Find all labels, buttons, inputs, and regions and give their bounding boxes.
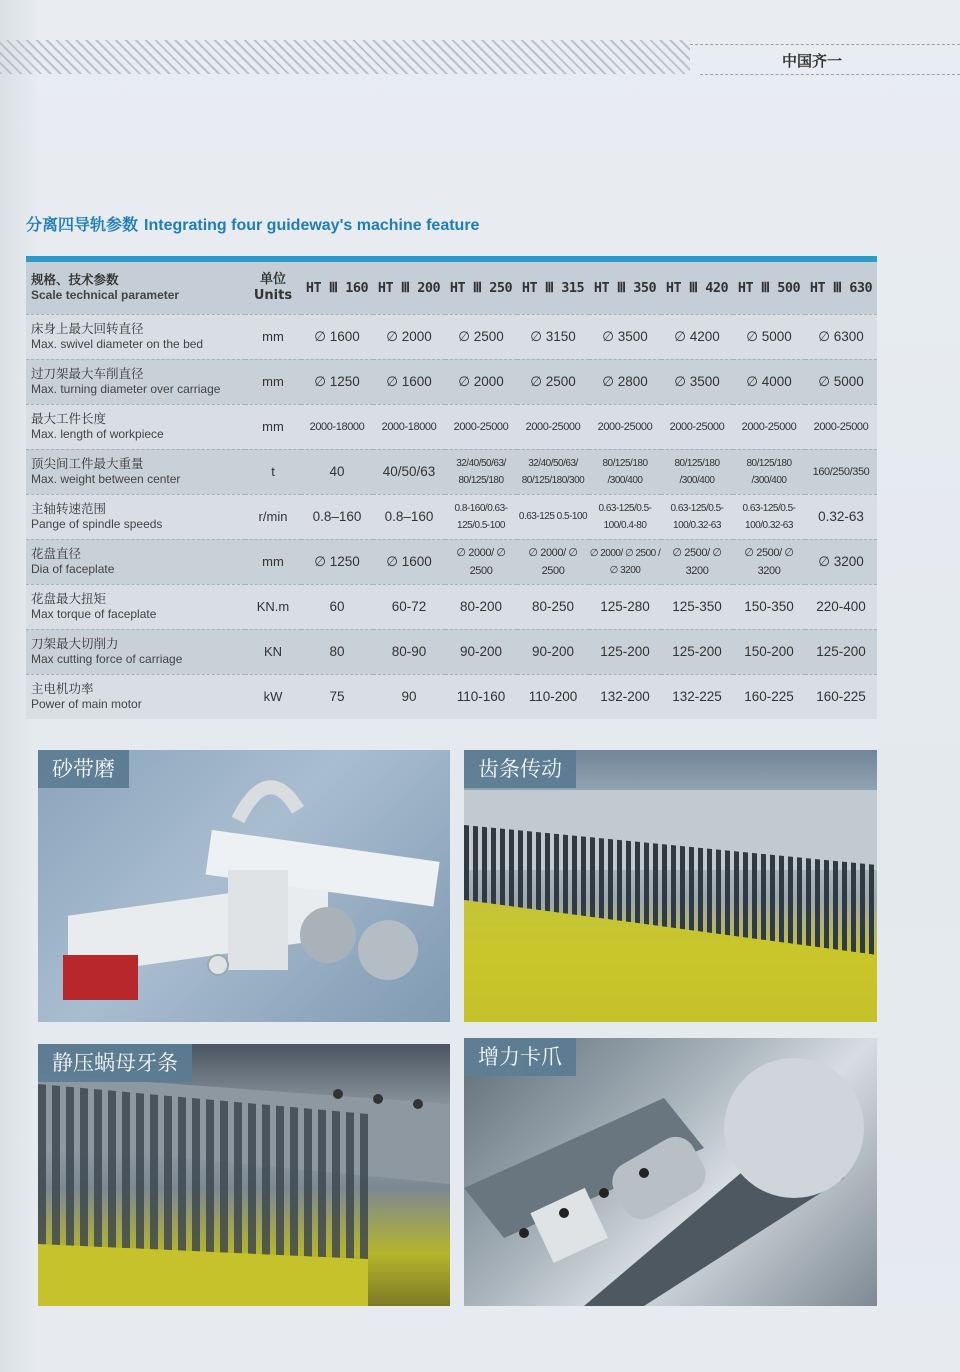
param-cell xyxy=(26,404,245,449)
value-cell: 80/125/180 /300/400 xyxy=(733,449,805,494)
table-row xyxy=(26,629,877,674)
param-name-zh: 最大工件长度 xyxy=(31,411,107,426)
value-cell: ∅ 2500/ ∅ 3200 xyxy=(733,539,805,584)
value-cell: ∅ 1600 xyxy=(301,314,373,359)
unit-cell: mm xyxy=(245,404,301,449)
param-name-zh: 过刀架最大车削直径 xyxy=(31,366,144,381)
param-cell xyxy=(26,539,245,584)
param-name-zh: 主电机功率 xyxy=(31,681,94,697)
table-header-row xyxy=(26,262,877,314)
value-cell: ∅ 5000 xyxy=(733,314,805,359)
param-name-en: Max torque of faceplate xyxy=(31,607,157,621)
value-cell: 32/40/50/63/ 80/125/180/300 xyxy=(517,449,589,494)
table-row xyxy=(26,449,877,494)
param-name-en: Max. weight between center xyxy=(31,472,181,486)
section-title-en: Integrating four guideway's machine feature xyxy=(144,217,480,234)
param-cell xyxy=(26,359,245,404)
param-cell xyxy=(26,449,245,494)
value-cell: ∅ 2000 xyxy=(445,359,517,404)
photo-power-jaw xyxy=(464,1038,877,1306)
value-cell: ∅ 2000/ ∅ 2500 xyxy=(445,539,517,584)
model-header: HT Ⅲ 160 xyxy=(305,279,369,296)
model-header: HT Ⅲ 315 xyxy=(521,279,585,296)
value-cell: 125-200 xyxy=(805,629,877,674)
photo-label: 增力卡爪 xyxy=(464,1038,576,1076)
header-unit-zh: 单位 xyxy=(259,271,286,287)
photo-belt-grinder xyxy=(38,750,450,1022)
value-cell: ∅ 3500 xyxy=(589,314,661,359)
value-cell: 220-400 xyxy=(805,584,877,629)
value-cell: 2000-25000 xyxy=(661,404,733,449)
param-name-en: Power of main motor xyxy=(31,697,142,712)
value-cell: 0.8-160/0.63- 125/0.5-100 xyxy=(445,494,517,539)
param-name-zh: 顶尖间工件最大重量 xyxy=(31,456,144,471)
unit-cell: KN xyxy=(245,629,301,674)
value-cell: 80 xyxy=(301,629,373,674)
param-name-en: Max. swivel diameter on the bed xyxy=(31,337,204,351)
value-cell: ∅ 2500/ ∅ 3200 xyxy=(661,539,733,584)
value-cell: 80-90 xyxy=(373,629,445,674)
table-row xyxy=(26,314,877,359)
value-cell: ∅ 2500 xyxy=(517,359,589,404)
value-cell: 160-225 xyxy=(733,674,805,719)
value-cell: ∅ 3150 xyxy=(517,314,589,359)
value-cell: 80/125/180 /300/400 xyxy=(661,449,733,494)
value-cell: 125-350 xyxy=(661,584,733,629)
value-cell: ∅ 1250 xyxy=(301,539,373,584)
value-cell: 32/40/50/63/ 80/125/180 xyxy=(445,449,517,494)
value-cell: 2000-25000 xyxy=(445,404,517,449)
param-cell xyxy=(26,314,245,359)
photo-hydrostatic-worm-rack xyxy=(38,1044,450,1306)
value-cell: 80-250 xyxy=(517,584,589,629)
param-name-zh: 床身上最大回转直径 xyxy=(31,321,144,336)
value-cell: 0.63-125/0.5- 100/0.4-80 xyxy=(589,494,661,539)
value-cell: ∅ 2800 xyxy=(589,359,661,404)
belt-grinder-illustration xyxy=(38,750,450,1022)
value-cell: ∅ 2000/ ∅ 2500 xyxy=(517,539,589,584)
value-cell: ∅ 1250 xyxy=(301,359,373,404)
value-cell: 0.63-125/0.5- 100/0.32-63 xyxy=(661,494,733,539)
param-name-en: Max. length of workpiece xyxy=(31,427,164,441)
value-cell: 150-200 xyxy=(733,629,805,674)
table-row xyxy=(26,404,877,449)
rack-drive-illustration xyxy=(464,750,877,1022)
param-cell xyxy=(26,629,245,674)
unit-cell: t xyxy=(245,449,301,494)
value-cell: 40 xyxy=(301,449,373,494)
unit-cell: KN.m xyxy=(245,584,301,629)
value-cell: 60-72 xyxy=(373,584,445,629)
model-header: HT Ⅲ 350 xyxy=(593,279,657,296)
value-cell: 90 xyxy=(373,674,445,719)
header-param-cell xyxy=(26,262,245,314)
model-header: HT Ⅲ 630 xyxy=(809,279,873,296)
model-header: HT Ⅲ 420 xyxy=(665,279,729,296)
value-cell: ∅ 2000 xyxy=(373,314,445,359)
table-row xyxy=(26,539,877,584)
param-name-en: Max cutting force of carriage xyxy=(31,652,183,666)
worm-rack-illustration xyxy=(38,1044,450,1306)
spec-table xyxy=(26,256,877,719)
table-row xyxy=(26,494,877,539)
value-cell: 60 xyxy=(301,584,373,629)
value-cell: 2000-25000 xyxy=(733,404,805,449)
table-row xyxy=(26,584,877,629)
model-header: HT Ⅲ 250 xyxy=(449,279,513,296)
value-cell: 160/250/350 xyxy=(805,449,877,494)
value-cell: ∅ 4200 xyxy=(661,314,733,359)
value-cell: 0.8–160 xyxy=(301,494,373,539)
header-param-zh: 规格、技术参数 xyxy=(31,272,119,288)
value-cell: 2000-25000 xyxy=(517,404,589,449)
value-cell: 110-200 xyxy=(517,674,589,719)
unit-cell: mm xyxy=(245,359,301,404)
value-cell: 125-200 xyxy=(589,629,661,674)
param-name-zh: 花盘直径 xyxy=(31,546,82,561)
param-name-zh: 刀架最大切削力 xyxy=(31,636,119,651)
value-cell: 0.63-125/0.5- 100/0.32-63 xyxy=(733,494,805,539)
unit-cell: r/min xyxy=(245,494,301,539)
model-header: HT Ⅲ 500 xyxy=(737,279,801,296)
value-cell: 150-350 xyxy=(733,584,805,629)
header-unit-cell xyxy=(245,262,301,314)
section-title xyxy=(26,212,479,235)
value-cell: 0.32-63 xyxy=(805,494,877,539)
model-header: HT Ⅲ 200 xyxy=(377,279,441,296)
value-cell: ∅ 4000 xyxy=(733,359,805,404)
value-cell: ∅ 1600 xyxy=(373,539,445,584)
value-cell: ∅ 6300 xyxy=(805,314,877,359)
param-cell xyxy=(26,584,245,629)
param-name-zh: 主轴转速范围 xyxy=(31,501,107,516)
photo-label: 静压蜗母牙条 xyxy=(38,1044,192,1082)
header-param-en: Scale technical parameter xyxy=(31,288,180,303)
value-cell: 75 xyxy=(301,674,373,719)
photo-label: 齿条传动 xyxy=(464,750,576,788)
value-cell: 2000-18000 xyxy=(373,404,445,449)
value-cell: ∅ 3200 xyxy=(805,539,877,584)
value-cell: ∅ 5000 xyxy=(805,359,877,404)
brand-name: 中国齐一 xyxy=(782,52,843,70)
value-cell: 110-160 xyxy=(445,674,517,719)
unit-cell: mm xyxy=(245,314,301,359)
param-name-en: Pange of spindle speeds xyxy=(31,517,163,531)
value-cell: 2000-25000 xyxy=(805,404,877,449)
value-cell: ∅ 1600 xyxy=(373,359,445,404)
value-cell: 40/50/63 xyxy=(373,449,445,494)
value-cell: 2000-25000 xyxy=(589,404,661,449)
header-unit-en: Units xyxy=(253,287,293,303)
photo-label: 砂带磨 xyxy=(38,750,129,788)
power-jaw-illustration xyxy=(464,1038,877,1306)
value-cell: 90-200 xyxy=(445,629,517,674)
value-cell: ∅ 2500 xyxy=(445,314,517,359)
param-name-en: Dia of faceplate xyxy=(31,562,115,576)
param-name-zh: 花盘最大扭矩 xyxy=(31,591,107,606)
unit-cell: kW xyxy=(245,674,301,719)
value-cell: 125-280 xyxy=(589,584,661,629)
unit-cell: mm xyxy=(245,539,301,584)
value-cell: 132-200 xyxy=(589,674,661,719)
param-cell xyxy=(26,494,245,539)
value-cell: 0.8–160 xyxy=(373,494,445,539)
header-hatch-pattern xyxy=(0,40,690,74)
param-cell xyxy=(26,674,245,719)
value-cell: 90-200 xyxy=(517,629,589,674)
param-name-en: Max. turning diameter over carriage xyxy=(31,382,221,396)
value-cell: 125-200 xyxy=(661,629,733,674)
value-cell: ∅ 2000/ ∅ 2500 / ∅ 3200 xyxy=(589,539,661,584)
value-cell: ∅ 3500 xyxy=(661,359,733,404)
value-cell: 132-225 xyxy=(661,674,733,719)
photo-rack-drive xyxy=(464,750,877,1022)
value-cell: 2000-18000 xyxy=(301,404,373,449)
section-title-zh: 分离四导轨参数 xyxy=(26,215,139,234)
value-cell: 80-200 xyxy=(445,584,517,629)
header-divider xyxy=(690,44,960,45)
table-row xyxy=(26,674,877,719)
header-divider xyxy=(700,74,960,75)
value-cell: 80/125/180 /300/400 xyxy=(589,449,661,494)
value-cell: 0.63-125 0.5-100 xyxy=(517,494,589,539)
value-cell: 160-225 xyxy=(805,674,877,719)
table-row xyxy=(26,359,877,404)
